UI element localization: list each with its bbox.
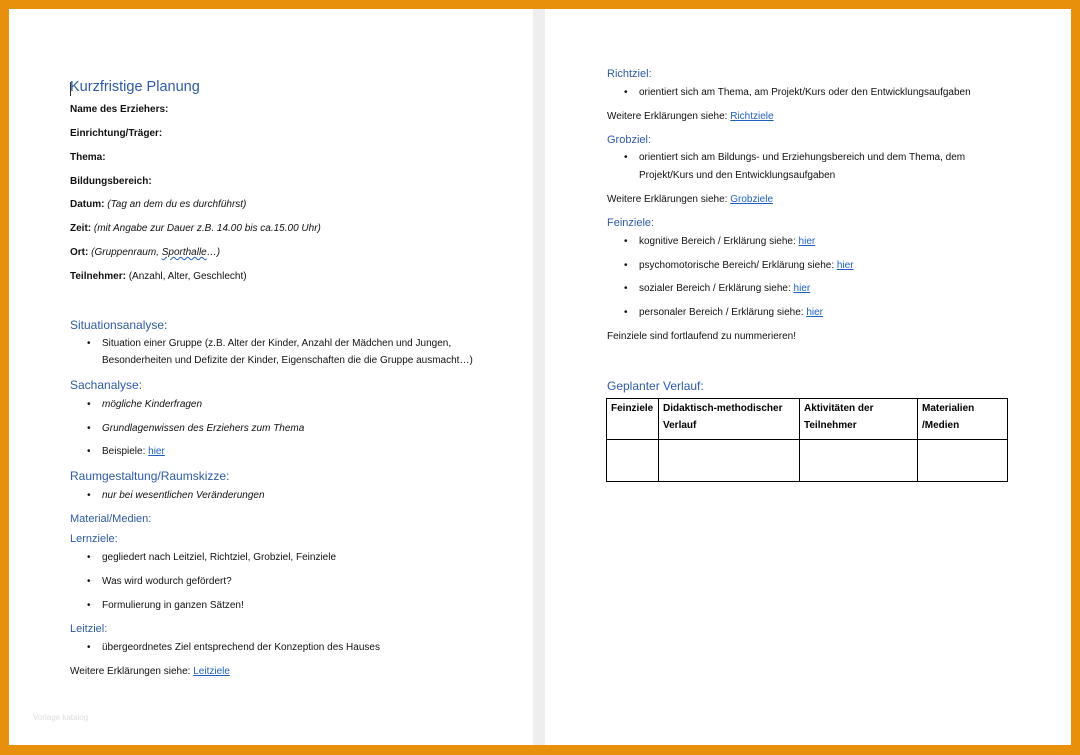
more-leitziele: Weitere Erklärungen siehe: Leitziele	[70, 666, 230, 677]
table-header-row	[607, 399, 1008, 440]
more-richtziele: Weitere Erklärungen siehe: Richtziele	[607, 111, 774, 122]
field-teilnehmer: Teilnehmer: (Anzahl, Alter, Geschlecht)	[70, 271, 247, 282]
psychomotorisch-link[interactable]: hier	[836, 260, 854, 271]
personal-link[interactable]: hier	[806, 307, 823, 318]
list-item: • Formulierung in ganzen Sätzen!	[87, 600, 244, 611]
kognitiv-link[interactable]: hier	[798, 236, 816, 247]
list-item: • mögliche Kinderfragen	[87, 399, 203, 410]
heading-raumgestaltung: Raumgestaltung/Raumskizze:	[70, 469, 230, 483]
list-item: • orientiert sich am Thema, am Projekt/Kurs oder den Entwicklungsaufgaben	[624, 87, 971, 98]
list-item: • übergeordnetes Ziel entsprechend der Konzeption des Hauses	[87, 642, 380, 653]
col-feinziele: Feinziele	[607, 399, 659, 440]
grobziele-link[interactable]: Grobziele	[730, 194, 774, 205]
heading-leitziel: Leitziel:	[70, 623, 108, 635]
table-row	[607, 440, 1008, 482]
field-datum: Datum: (Tag an dem du es durchführst)	[70, 199, 247, 210]
heading-situationsanalyse: Situationsanalyse:	[70, 318, 168, 332]
heading-lernziele: Lernziele:	[70, 533, 118, 545]
richtziele-link[interactable]: Richtziele	[730, 111, 774, 122]
list-item-beispiele: • Beispiele: hier	[87, 446, 165, 457]
feinziele-note: Feinziele sind fortlaufend zu nummerieren!	[607, 331, 796, 342]
heading-verlauf: Geplanter Verlauf:	[607, 379, 704, 393]
beispiele-link[interactable]: hier	[148, 446, 165, 457]
verlauf-table	[606, 398, 1008, 482]
table-cell[interactable]	[918, 440, 1008, 482]
list-item: • orientiert sich am Bildungs- und Erziehungsbereich und dem Thema, dem	[624, 152, 966, 163]
list-item: • Was wird wodurch gefördert?	[87, 576, 232, 587]
heading-sachanalyse: Sachanalyse:	[70, 378, 143, 392]
list-item: • gegliedert nach Leitziel, Richtziel, Grobziel, Feinziele	[87, 552, 337, 563]
col-materialien: Materialien /Medien	[918, 399, 1008, 440]
field-einrichtung: Einrichtung/Träger:	[70, 128, 163, 139]
field-bildungsbereich: Bildungsbereich:	[70, 176, 152, 187]
list-item: • Situation einer Gruppe (z.B. Alter der Kinder, Anzahl der Mädchen und Jungen,	[87, 338, 452, 349]
watermark: Vorlage katalog	[33, 713, 89, 722]
heading-material: Material/Medien:	[70, 513, 152, 525]
col-aktivitaeten: Aktivitäten der Teilnehmer	[800, 399, 918, 440]
document-title: Kurzfristige Planung	[70, 79, 200, 95]
heading-feinziele: Feinziele:	[607, 217, 655, 229]
list-item: • sozialer Bereich / Erklärung siehe: hier	[624, 283, 811, 294]
sozial-link[interactable]: hier	[793, 283, 811, 294]
list-item: • nur bei wesentlichen Veränderungen	[87, 490, 265, 501]
col-didaktisch: Didaktisch-methodischer Verlauf	[659, 399, 800, 440]
more-grobziele: Weitere Erklärungen siehe: Grobziele	[607, 194, 774, 205]
heading-grobziel: Grobziel:	[607, 134, 652, 146]
list-item: • personaler Bereich / Erklärung siehe: hier	[624, 307, 823, 318]
leitziele-link[interactable]: Leitziele	[193, 666, 230, 677]
list-item: • psychomotorische Bereich/ Erklärung siehe: hier	[624, 260, 854, 271]
heading-richtziel: Richtziel:	[607, 68, 652, 80]
list-item-continuation: Projekt/Kurs und den Entwicklungsaufgaben	[639, 170, 836, 181]
table-cell[interactable]	[659, 440, 800, 482]
page-gap	[533, 9, 545, 745]
list-item-continuation: Besonderheiten und Defizite der Kinder, Eigenschaften die die Gruppe ausmacht…)	[102, 355, 473, 366]
table-cell[interactable]	[607, 440, 659, 482]
table-cell[interactable]	[800, 440, 918, 482]
field-zeit: Zeit: (mit Angabe zur Dauer z.B. 14.00 bis ca.15.00 Uhr)	[70, 223, 321, 234]
document-page-left	[9, 9, 533, 745]
field-ort: Ort: (Gruppenraum, Sporthalle…)	[70, 247, 221, 258]
field-thema: Thema:	[70, 152, 106, 163]
list-item: • Grundlagenwissen des Erziehers zum Thema	[87, 423, 305, 434]
document-page-right	[545, 9, 1071, 745]
list-item: • kognitive Bereich / Erklärung siehe: hier	[624, 236, 816, 247]
field-name-erzieher: Name des Erziehers:	[70, 104, 169, 115]
